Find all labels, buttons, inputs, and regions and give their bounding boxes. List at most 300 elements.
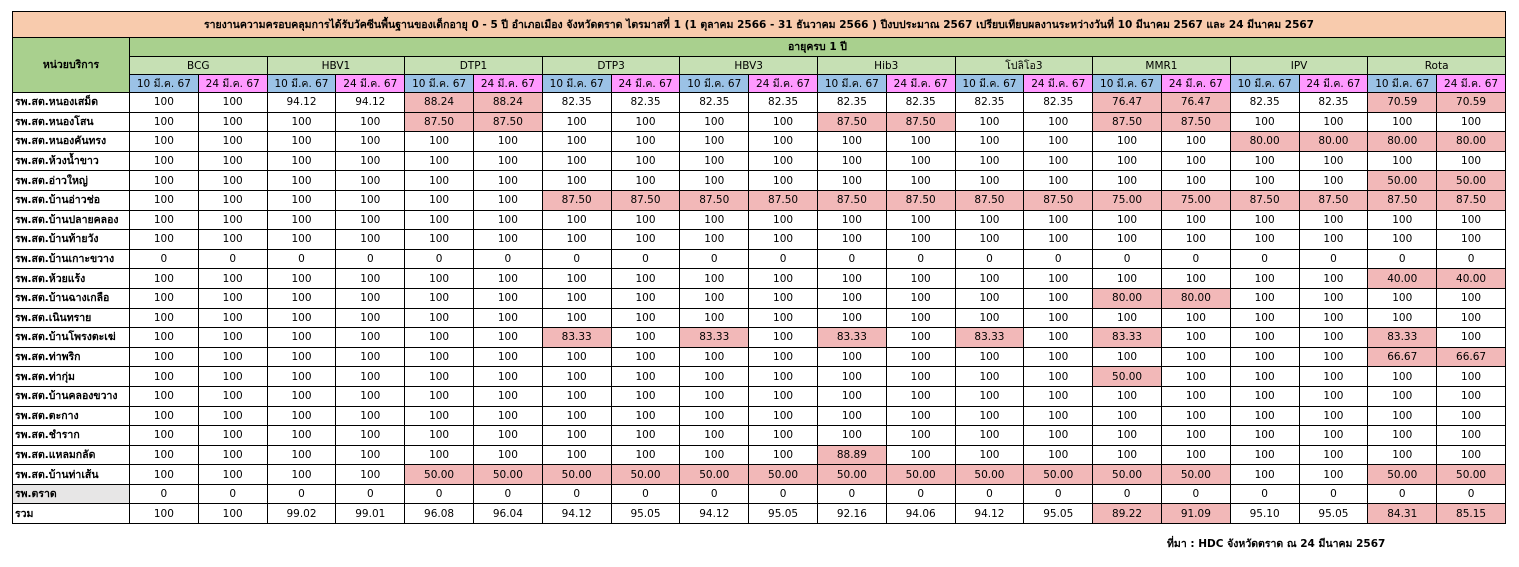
value-cell: 83.33 [1093,328,1162,348]
value-cell: 100 [1230,288,1299,308]
value-cell: 100 [542,151,611,171]
value-cell: 100 [1437,288,1506,308]
value-cell: 100 [336,112,405,132]
value-cell: 100 [1093,426,1162,446]
date-header-10-mar: 10 มี.ค. 67 [267,75,336,93]
value-cell: 100 [955,445,1024,465]
value-cell: 100 [1093,445,1162,465]
value-cell: 100 [1299,465,1368,485]
value-cell: 94.12 [955,504,1024,524]
value-cell: 100 [542,112,611,132]
value-cell: 0 [1299,484,1368,504]
value-cell: 100 [405,347,474,367]
value-cell: 99.02 [267,504,336,524]
value-cell: 100 [1368,445,1437,465]
value-cell: 100 [542,445,611,465]
value-cell: 100 [817,308,886,328]
value-cell: 100 [336,367,405,387]
value-cell: 100 [198,210,267,230]
value-cell: 0 [1437,484,1506,504]
value-cell: 100 [267,288,336,308]
date-header-10-mar: 10 มี.ค. 67 [955,75,1024,93]
value-cell: 100 [542,171,611,191]
value-cell: 100 [130,426,199,446]
table-row [13,249,1506,269]
table-row [13,269,1506,289]
value-cell: 100 [680,210,749,230]
value-cell: 100 [130,367,199,387]
value-cell: 100 [817,210,886,230]
table-row [13,386,1506,406]
vaccine-header: MMR1 [1093,57,1231,75]
value-cell: 82.35 [817,93,886,113]
value-cell: 100 [198,504,267,524]
value-cell: 100 [198,445,267,465]
value-cell: 100 [1299,112,1368,132]
value-cell: 100 [1368,230,1437,250]
value-cell: 100 [405,132,474,152]
value-cell: 100 [198,347,267,367]
unit-name-cell: รพ.สต.บ้านโพรงตะเฆ่ [13,328,130,348]
table-row [13,112,1506,132]
value-cell: 100 [1161,347,1230,367]
value-cell: 0 [1368,249,1437,269]
value-cell: 100 [267,347,336,367]
vaccine-header: Hib3 [817,57,955,75]
value-cell: 100 [198,93,267,113]
value-cell: 100 [542,269,611,289]
value-cell: 100 [1230,171,1299,191]
unit-name-cell: รพ.สต.บ้านเกาะขวาง [13,249,130,269]
value-cell: 100 [267,210,336,230]
value-cell: 100 [130,93,199,113]
value-cell: 0 [542,249,611,269]
value-cell: 100 [336,386,405,406]
value-cell: 80.00 [1437,132,1506,152]
value-cell: 100 [1437,406,1506,426]
value-cell: 0 [1024,484,1093,504]
vaccine-header: BCG [130,57,268,75]
value-cell: 100 [611,445,680,465]
value-cell: 100 [1161,171,1230,191]
date-header-10-mar: 10 มี.ค. 67 [1230,75,1299,93]
value-cell: 91.09 [1161,504,1230,524]
value-cell: 100 [473,406,542,426]
value-cell: 75.00 [1161,190,1230,210]
value-cell: 100 [749,171,818,191]
value-cell: 100 [473,288,542,308]
value-cell: 100 [473,347,542,367]
value-cell: 100 [336,190,405,210]
value-cell: 100 [611,269,680,289]
date-header-10-mar: 10 มี.ค. 67 [1093,75,1162,93]
unit-name-cell: รพ.สต.บ้านท้ายวัง [13,230,130,250]
value-cell: 100 [955,132,1024,152]
value-cell: 96.04 [473,504,542,524]
value-cell: 100 [267,151,336,171]
value-cell: 100 [130,445,199,465]
value-cell: 100 [130,328,199,348]
value-cell: 100 [1437,386,1506,406]
value-cell: 100 [680,426,749,446]
value-cell: 100 [680,445,749,465]
value-cell: 50.00 [749,465,818,485]
value-cell: 100 [611,328,680,348]
value-cell: 100 [680,132,749,152]
value-cell: 0 [473,484,542,504]
value-cell: 100 [473,132,542,152]
value-cell: 100 [473,269,542,289]
table-row [13,308,1506,328]
value-cell: 100 [130,288,199,308]
value-cell: 100 [473,210,542,230]
value-cell: 100 [473,328,542,348]
value-cell: 100 [130,386,199,406]
value-cell: 0 [817,249,886,269]
value-cell: 66.67 [1437,347,1506,367]
table-row [13,347,1506,367]
value-cell: 100 [749,288,818,308]
value-cell: 100 [817,171,886,191]
value-cell: 100 [749,132,818,152]
value-cell: 100 [1161,406,1230,426]
value-cell: 0 [1230,484,1299,504]
total-row [13,504,1506,524]
value-cell: 100 [1230,465,1299,485]
value-cell: 100 [130,190,199,210]
value-cell: 82.35 [1024,93,1093,113]
value-cell: 87.50 [1437,190,1506,210]
value-cell: 82.35 [1230,93,1299,113]
value-cell: 100 [1230,426,1299,446]
value-cell: 100 [955,288,1024,308]
value-cell: 100 [130,308,199,328]
table-row [13,210,1506,230]
value-cell: 100 [198,190,267,210]
value-cell: 100 [1161,367,1230,387]
value-cell: 100 [1299,328,1368,348]
value-cell: 100 [336,171,405,191]
value-cell: 100 [886,308,955,328]
value-cell: 0 [1161,484,1230,504]
value-cell: 0 [198,249,267,269]
value-cell: 100 [1093,151,1162,171]
value-cell: 100 [817,269,886,289]
value-cell: 100 [1161,426,1230,446]
unit-name-cell: รพ.สต.ตะกาง [13,406,130,426]
value-cell: 87.50 [749,190,818,210]
value-cell: 50.00 [886,465,955,485]
value-cell: 100 [1368,112,1437,132]
value-cell: 95.05 [1024,504,1093,524]
value-cell: 0 [1093,484,1162,504]
value-cell: 100 [473,445,542,465]
value-cell: 100 [955,426,1024,446]
value-cell: 100 [198,426,267,446]
value-cell: 100 [130,406,199,426]
value-cell: 100 [1024,367,1093,387]
value-cell: 94.12 [267,93,336,113]
unit-name-cell: รพ.สต.ชำราก [13,426,130,446]
value-cell: 84.31 [1368,504,1437,524]
value-cell: 100 [611,347,680,367]
date-header-24-mar: 24 มี.ค. 67 [1161,75,1230,93]
value-cell: 0 [542,484,611,504]
value-cell: 100 [130,210,199,230]
value-cell: 87.50 [611,190,680,210]
value-cell: 94.12 [680,504,749,524]
value-cell: 100 [1230,230,1299,250]
vaccine-header-row [13,57,1506,75]
value-cell: 100 [680,347,749,367]
value-cell: 100 [1230,112,1299,132]
date-header-10-mar: 10 มี.ค. 67 [817,75,886,93]
value-cell: 100 [267,426,336,446]
value-cell: 100 [1024,171,1093,191]
value-cell: 100 [267,367,336,387]
value-cell: 100 [680,112,749,132]
table-row [13,465,1506,485]
value-cell: 100 [198,288,267,308]
value-cell: 100 [955,230,1024,250]
unit-name-cell: รพ.ตราด [13,484,130,504]
value-cell: 95.05 [1299,504,1368,524]
age-group-header: อายุครบ 1 ปี [130,38,1506,57]
value-cell: 96.08 [405,504,474,524]
table-row [13,484,1506,504]
table-row [13,151,1506,171]
value-cell: 87.50 [955,190,1024,210]
value-cell: 82.35 [886,93,955,113]
value-cell: 100 [1437,328,1506,348]
value-cell: 100 [267,465,336,485]
value-cell: 100 [1024,386,1093,406]
value-cell: 50.00 [542,465,611,485]
value-cell: 0 [336,249,405,269]
unit-name-cell: รพ.สต.ห้วยแร้ง [13,269,130,289]
value-cell: 100 [542,308,611,328]
value-cell: 0 [267,484,336,504]
value-cell: 80.00 [1368,132,1437,152]
value-cell: 50.00 [611,465,680,485]
value-cell: 100 [680,406,749,426]
value-cell: 100 [886,269,955,289]
unit-header: หน่วยบริการ [13,38,130,93]
report-title: รายงานความครอบคลุมการได้รับวัคซีนพื้นฐานของเด็กอายุ 0 - 5 ปี อำเภอเมือง จังหวัดตราด ไตรมาสที่ 1 (1 ตุลาคม 2566 - 31 ธันวาคม 2566 ) ปีงบประมาณ 2567 เปรียบเทียบผลงานระหว่างวันที่ 10 มีนาคม 2567 และ 24 มีนาคม 2567 [13,12,1506,38]
value-cell: 100 [130,151,199,171]
value-cell: 100 [1230,151,1299,171]
value-cell: 100 [1161,151,1230,171]
value-cell: 100 [1368,151,1437,171]
unit-name-cell: รพ.สต.บ้านอ่าวช่อ [13,190,130,210]
value-cell: 80.00 [1161,288,1230,308]
value-cell: 100 [749,445,818,465]
date-header-24-mar: 24 มี.ค. 67 [1299,75,1368,93]
value-cell: 100 [680,230,749,250]
value-cell: 100 [336,347,405,367]
value-cell: 100 [680,171,749,191]
unit-name-cell: รพ.สต.แหลมกลัด [13,445,130,465]
value-cell: 100 [405,386,474,406]
value-cell: 100 [198,151,267,171]
value-cell: 100 [1230,367,1299,387]
value-cell: 100 [1024,406,1093,426]
value-cell: 100 [680,288,749,308]
table-row [13,171,1506,191]
value-cell: 100 [1093,386,1162,406]
value-cell: 100 [1161,230,1230,250]
value-cell: 0 [267,249,336,269]
value-cell: 100 [267,112,336,132]
value-cell: 0 [198,484,267,504]
value-cell: 0 [1299,249,1368,269]
unit-name-cell: รพ.สต.หนองโสน [13,112,130,132]
value-cell: 100 [1299,347,1368,367]
value-cell: 100 [1093,347,1162,367]
value-cell: 100 [198,171,267,191]
value-cell: 100 [955,112,1024,132]
value-cell: 100 [405,230,474,250]
value-cell: 100 [1230,347,1299,367]
value-cell: 0 [886,249,955,269]
value-cell: 40.00 [1368,269,1437,289]
value-cell: 87.50 [1299,190,1368,210]
value-cell: 100 [955,308,1024,328]
value-cell: 100 [267,190,336,210]
table-row [13,445,1506,465]
value-cell: 100 [680,386,749,406]
value-cell: 100 [1161,210,1230,230]
value-cell: 100 [817,386,886,406]
date-header-24-mar: 24 มี.ค. 67 [198,75,267,93]
value-cell: 100 [473,190,542,210]
value-cell: 100 [198,406,267,426]
value-cell: 100 [473,151,542,171]
value-cell: 0 [817,484,886,504]
value-cell: 0 [680,249,749,269]
value-cell: 100 [267,445,336,465]
value-cell: 87.50 [405,112,474,132]
value-cell: 100 [611,386,680,406]
date-header-10-mar: 10 มี.ค. 67 [405,75,474,93]
value-cell: 100 [473,367,542,387]
unit-name-cell: รพ.สต.ท่าพริก [13,347,130,367]
value-cell: 100 [336,288,405,308]
value-cell: 100 [611,426,680,446]
value-cell: 100 [267,132,336,152]
value-cell: 100 [611,132,680,152]
value-cell: 100 [886,132,955,152]
unit-name-cell: รพ.สต.บ้านท่าเส้น [13,465,130,485]
vaccine-header: DTP1 [405,57,543,75]
value-cell: 100 [542,367,611,387]
value-cell: 0 [1093,249,1162,269]
value-cell: 80.00 [1230,132,1299,152]
value-cell: 87.50 [886,190,955,210]
value-cell: 100 [817,406,886,426]
value-cell: 100 [749,151,818,171]
value-cell: 100 [336,151,405,171]
value-cell: 100 [130,171,199,191]
value-cell: 100 [749,367,818,387]
value-cell: 100 [1368,386,1437,406]
vaccine-header: HBV1 [267,57,405,75]
value-cell: 100 [1024,112,1093,132]
value-cell: 100 [680,269,749,289]
value-cell: 100 [749,386,818,406]
value-cell: 100 [1299,269,1368,289]
unit-name-cell: รพ.สต.ห้วงน้ำขาว [13,151,130,171]
value-cell: 100 [542,426,611,446]
value-cell: 83.33 [680,328,749,348]
value-cell: 100 [1024,269,1093,289]
value-cell: 100 [405,367,474,387]
value-cell: 0 [405,484,474,504]
value-cell: 100 [267,386,336,406]
value-cell: 100 [1299,230,1368,250]
value-cell: 100 [1368,406,1437,426]
value-cell: 87.50 [1230,190,1299,210]
value-cell: 100 [886,386,955,406]
value-cell: 100 [130,465,199,485]
value-cell: 100 [1368,308,1437,328]
value-cell: 100 [817,347,886,367]
table-row [13,406,1506,426]
value-cell: 100 [1024,210,1093,230]
value-cell: 100 [1161,445,1230,465]
value-cell: 88.24 [405,93,474,113]
value-cell: 100 [611,288,680,308]
value-cell: 0 [749,249,818,269]
value-cell: 100 [130,269,199,289]
value-cell: 75.00 [1093,190,1162,210]
value-cell: 100 [886,445,955,465]
value-cell: 100 [1437,308,1506,328]
value-cell: 100 [817,367,886,387]
value-cell: 100 [130,132,199,152]
value-cell: 100 [611,367,680,387]
value-cell: 40.00 [1437,269,1506,289]
value-cell: 100 [749,308,818,328]
value-cell: 100 [1299,367,1368,387]
date-header-10-mar: 10 มี.ค. 67 [130,75,199,93]
vaccine-header: โปลิโอ3 [955,57,1093,75]
value-cell: 100 [405,445,474,465]
value-cell: 100 [1437,230,1506,250]
value-cell: 100 [1230,445,1299,465]
value-cell: 100 [542,132,611,152]
value-cell: 100 [749,230,818,250]
value-cell: 100 [198,465,267,485]
value-cell: 95.10 [1230,504,1299,524]
value-cell: 100 [749,426,818,446]
table-row [13,190,1506,210]
value-cell: 100 [955,269,1024,289]
table-row [13,288,1506,308]
value-cell: 100 [817,288,886,308]
value-cell: 100 [886,171,955,191]
value-cell: 100 [1024,347,1093,367]
value-cell: 100 [955,367,1024,387]
table-row [13,132,1506,152]
unit-name-cell: รพ.สต.เนินทราย [13,308,130,328]
coverage-table [12,11,1506,524]
value-cell: 100 [542,347,611,367]
value-cell: 100 [267,406,336,426]
value-cell: 100 [611,210,680,230]
date-header-24-mar: 24 มี.ค. 67 [749,75,818,93]
value-cell: 100 [886,151,955,171]
